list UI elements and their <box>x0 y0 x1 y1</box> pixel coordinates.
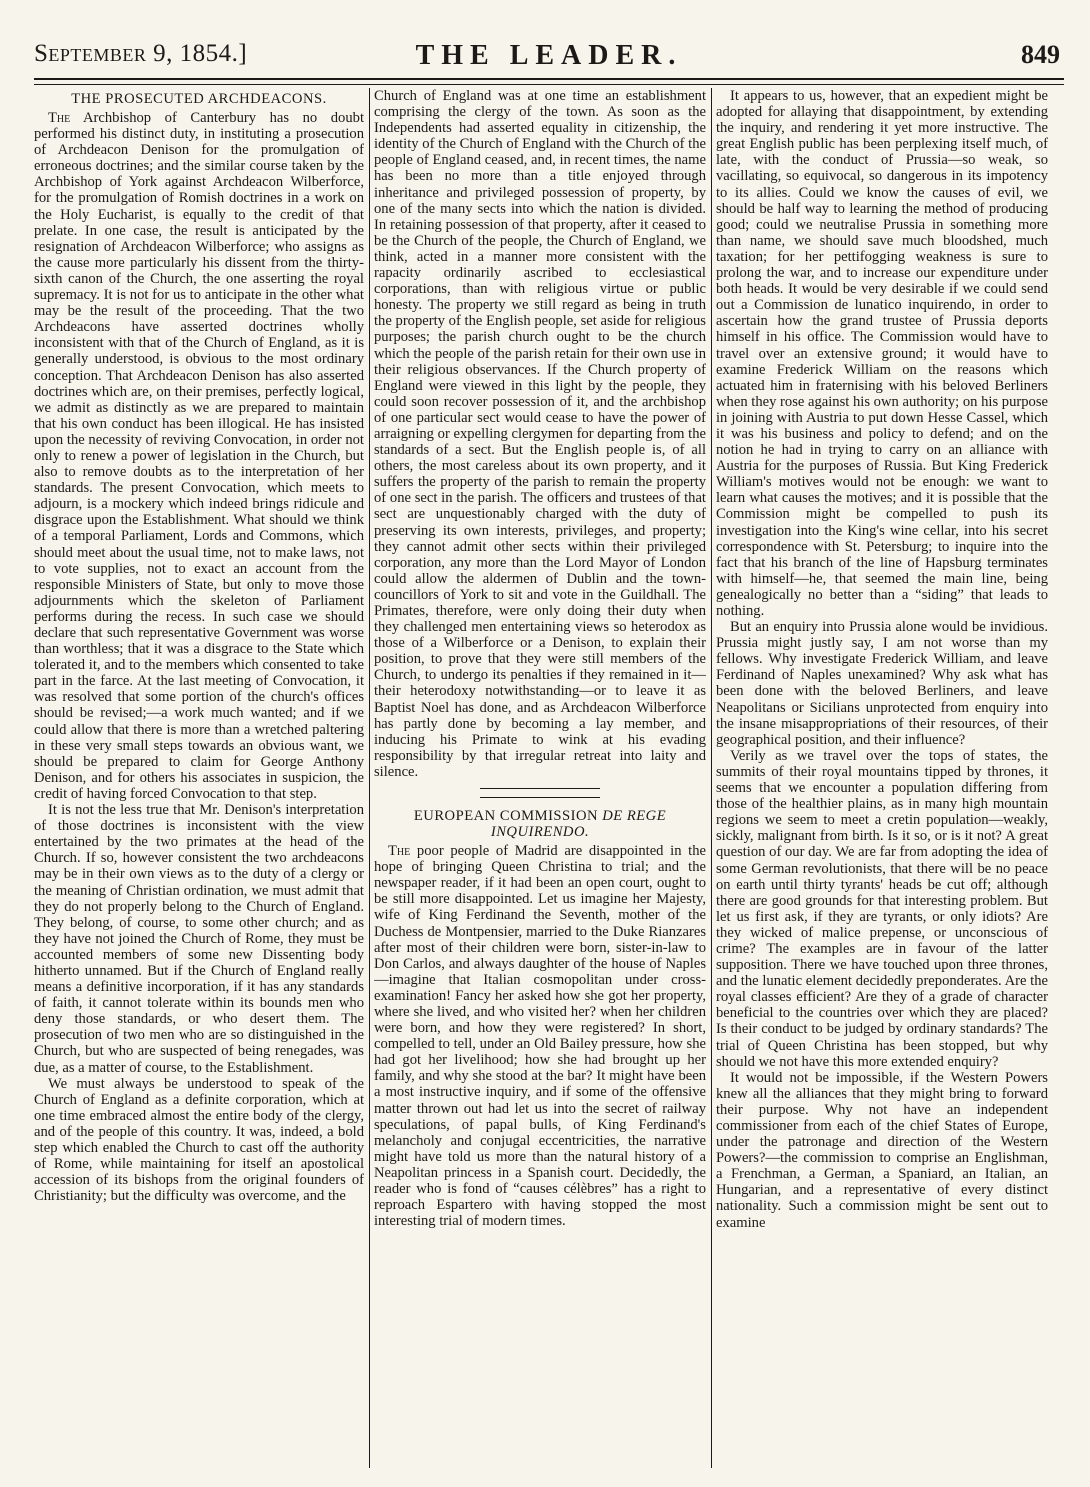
article-title-european-commission: EUROPEAN COMMISSION DE REGE INQUIRENDO. <box>413 808 667 841</box>
masthead-date: September 9, 1854.] <box>34 40 248 67</box>
article-paragraph: But an enquiry into Prussia alone would be invidious. Prussia might justly say, I am not worse than my fellows. Why investigate Frederick William, and leave Ferdinand of Naples unexamined? Why ask what has been done with the beloved Berliners, and leave Neapolitans or Sicilians unprotected from enquiry into the insane misappropriations of their resources, of their geographical position, and their influence? <box>716 619 1048 748</box>
lead-word: The <box>48 110 71 126</box>
column-divider <box>369 88 370 1468</box>
masthead <box>34 40 1064 80</box>
masthead-title: THE LEADER. <box>415 40 683 71</box>
article-separator <box>480 788 600 789</box>
article-paragraph: It would not be impossible, if the Western Powers knew all the alliances that they might bring to forward their purpose. Why not have an independent commissioner from each of the chief States of Europe, under the patronage and direction of the Western Powers?—the commission to comprise an Englishman, a Frenchman, a German, a Spaniard, an Italian, an Hungarian, and a representative of every distinct nationality. Such a commission might be sent out to examine <box>716 1069 1048 1231</box>
article-separator <box>480 797 600 798</box>
column-2 <box>374 88 706 1478</box>
column-divider <box>711 88 712 1468</box>
column-1 <box>34 88 364 1478</box>
page-number: 849 <box>1021 40 1060 69</box>
masthead-rule <box>34 78 1064 85</box>
article-paragraph: The Archbishop of Canterbury has no doubt performed his distinct duty, in instituting a prosecution of Archdeacon Denison for the promulgation of erroneous doctrines; and the similar course taken by the Archbishop of York against Archdeacon Wilberforce, for the promulgation of Romish doctrines in a work on the Holy Eucharist, is equally to the credit of that prelate. In one case, the result is anticipated by the resignation of Archdeacon Wilberforce; who assigns as the cause more particularly his dissent from the thirty-sixth canon of the Church, the one asserting the royal supremacy. It is not for us to anticipate in the other what may be the result of the proceeding. That the two Archdeacons have asserted doctrines wholly inconsistent with that of the Church of England, as it is generally understood, is obvious to the most ordinary conception. That Archdeacon Denison has also asserted doctrines which are, on their premises, perfectly logical, we admit as distinctly as we are prepared to maintain that his own conduct has been illogical. He has insisted upon the necessity of reviving Convocation, in order not only to renew a power of legislation in the Church, but also to remove doubts as to the interpretation of her standards. The present Convocation, which meets to adjourn, is a mockery which indeed brings ridicule and disgrace upon the Establishment. What should we think of a temporal Parliament, Lords and Commons, which should meet about the usual time, not to make laws, not to vote supplies, not to exact an account from the responsible Ministers of State, but only to move those adjournments which the skeleton of Parliament performs during the recess. In such case we should declare that such representative Government was worse than worthless; that it was a disgrace to the State which tolerated it, and to the members which consented to take part in the farce. At the last meeting of Convocation, it was resolved that some portion of the church's offices should be revised;—a work much wanted; and if we could allow that there is more than a wretched paltering in these very small steps towards an obvious want, we should be prepared to claim for George Anthony Denison, and for others his associates in suspicion, the credit of having forced Convocation to that step. <box>34 110 364 802</box>
article-paragraph: The poor people of Madrid are disappointed in the hope of bringing Queen Christina to trial; and the newspaper reader, if it had been an open court, ought to be still more disappointed. Let us imagine her Majesty, wife of King Ferdinand the Seventh, mother of the Duchess de Montpensier, married to the Duke Rianzares after most of their children were born, sister-in-law to Don Carlos, and always daughter of the house of Naples—imagine that Italian cosmopolitan under cross-examination! Fancy her asked how she got her property, where she lived, and who visited her? when her children were born, and how they were registered? In short, compelled to tell, under an Old Bailey pressure, how she had got her livelihood; how she had brought up her family, and why she stood at the bar? It might have been a most instructive inquiry, and if some of the offensive matter thrown out had let us into the secret of railway speculations, of papal bulls, of King Ferdinand's melancholy and conjugal eccentricities, the narrative might have told us more than the natural history of a Neapolitan princess in a Spanish court. Decidedly, the reader who is fond of “causes célèbres” has a right to reproach Espartero with having stopped the most interesting trial of modern times. <box>374 843 706 1230</box>
article-paragraph: It appears to us, however, that an expedient might be adopted for allaying that disappointment, by extending the inquiry, and rendering it yet more instructive. The great English public has been perplexing itself much, of late, with the conduct of Prussia—so weak, so vacillating, so equivocal, so dangerous in its impotency to its allies. Could we know the causes of evil, we should be half way to learning the method of producing good; could we neutralise Prussia in something more than name, we should save much bloodshed, much taxation; for her pettifogging weakness is sure to prolong the war, and to increase our expenditure under both heads. It would be very desirable if we could send out a Commission de lunatico inquirendo, in order to ascertain how the grand trustee of Prussia deports himself in his office. The Commission would have to travel over an extensive ground; it would have to examine Frederick William on the reasons which actuated him in fraternising with his beloved Berliners when they rose against his own authority; on his purpose in joining with Austria to put down Hesse Cassel, which it was his business and policy to defend; and on the notion he had in trying to carry on an alliance with Austria for the purposes of Russia. But King Frederick William's motives would not be enough: we want to learn what causes the motives; and it is possible that the Commission might be compelled to push its investigation into the King's wine cellar, into his secret correspondence with St. Petersburg; to inquire into the fact that his branch of the line of Hapsburg terminates with himself—he, that seemed the main line, being genealogically no better than a “siding” that leads to nothing. <box>716 88 1048 619</box>
lead-word: The <box>388 843 411 860</box>
article-paragraph: Church of England was at one time an establishment comprising the clergy of the town. As soon as the Independents had asserted equality in citizenship, the identity of the Church of England with the Church of the people of England ceased, and, in recent times, the name has been no more than a title enjoyed through inheritance and privileged possession of property, by one of the many sects into which the nation is divided. In retaining possession of that property, after it ceased to be the Church of the people, the Church of England, we think, acted in a manner more consistent with the rapacity ordinarily ascribed to ecclesiastical corporations, than with religious virtue or public honesty. The property we still regard as being in truth the property of the English people, set aside for religious purposes; the parish church ought to be the church which the people of the parish retain for their own use in their religious observances. If the Church property of England were viewed in this light by the people, they could soon recover possession of it, and the archbishop of one particular sect would cease to have the power of arraigning or expelling clergymen for departing from the standards of a sect. But the English people is, of all others, the most careless about its own property, and it suffers the property of the parish to remain the property of one sect in the parish. The officers and trustees of that sect are unquestionably charged with the duty of preserving its own interests, privileges, and property; they cannot admit other sects within their privileged corporation, any more than the Lord Mayor of London could allow the aldermen of Dublin and the town-councillors of York to sit and vote in the Guildhall. The Primates, therefore, were only doing their duty when they challenged men entertaining views so heterodox as those of a Wilberforce or a Denison, to explain their position, to prove that they were still members of the Church, to undergo its penalties if they remained in it—their heterodoxy notwithstanding—or to leave it as Baptist Noel has done, and as Archdeacon Wilberforce has partly done by becoming a lay member, and inducing his Primate to wink at his evading responsibility by that irregular retreat into laity and silence. <box>374 88 706 780</box>
column-3 <box>716 88 1048 1478</box>
article-paragraph: It is not the less true that Mr. Denison's interpretation of those doctrines is inconsistent with the view entertained by the two primates at the head of the Church. If so, however consistent the two archdeacons may be in their own views as to the duty of a clergy or the meaning of Christian ordination, we must admit that they do not properly belong to the Church of England. They belong, of course, to some other church; and as they have not joined the Church of Rome, they must be accounted members of some new Dissenting body hitherto unnamed. But if the Church of England really means a definitive incorporation, if it has any standards of faith, it cannot tolerate within its bounds men who deny those standards, or who desert them. The prosecution of two men who are so distinguished in the Church, but who are suspected of being renegades, was due, as a matter of course, to the Establishment. <box>34 802 364 1076</box>
article-paragraph: Verily as we travel over the tops of states, the summits of their royal mountains tipped by thrones, it seems that we encounter a population differing from those of the healthier plains, as in many high mountain regions we seem to meet a cretin population—weakly, sickly, malignant from birth. Is it so, or is it not? A great question of our day. We are far from adopting the idea of some German revolutionists, that there will be no peace on earth until thirty tyrants' heads be cut off; although there are good grounds for that interesting problem. But let us first ask, if they are tyrants, or only idiots? Are they wicked of malice prepense, or unconscious of crime? The examples are in favour of the latter supposition. There we have touched upon three thrones, and the lunatic element decidedly preponderates. Are the royal classes efficient? Are they of a grade of character beneficial to the countries over which they are placed? Is their conduct to be judged by ordinary standards? The trial of Queen Christina has been stopped, but why should we not have this more extended enquiry? <box>716 747 1048 1070</box>
article-title-archdeacons: THE PROSECUTED ARCHDEACONS. <box>71 91 327 107</box>
article-paragraph: We must always be understood to speak of the Church of England as a definite corporation, which at one time embraced almost the entire body of the clergy, and of the people of this country. It was, indeed, a bold step which enabled the Church to cast off the authority of Rome, while maintaining for itself an apostolical accession of its bishops from the original founders of Christianity; but the difficulty was overcome, and the <box>34 1075 364 1205</box>
